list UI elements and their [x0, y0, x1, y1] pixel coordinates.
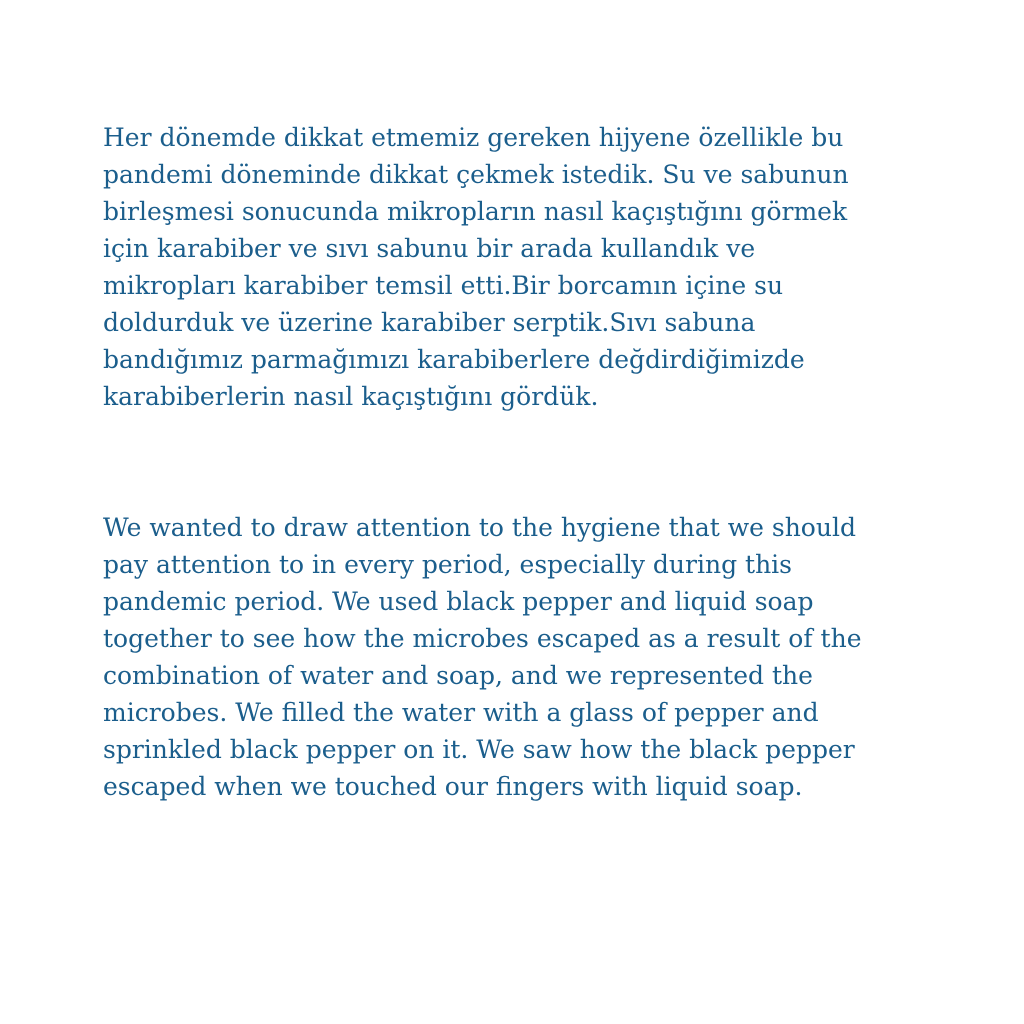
english-line: together to see how the microbes escaped as a result of the: [103, 624, 862, 653]
turkish-line: için karabiber ve sıvı sabunu bir arada kullandık ve: [103, 234, 756, 263]
turkish-paragraph: [103, 119, 933, 415]
turkish-line: doldurduk ve üzerine karabiber serptik.Sıvı sabuna: [103, 308, 756, 337]
turkish-line: birleşmesi sonucunda mikropların nasıl kaçıştığını görmek: [103, 197, 848, 226]
turkish-line: karabiberlerin nasıl kaçıştığını gördük.: [103, 382, 599, 411]
turkish-line: mikropları karabiber temsil etti.Bir borcamın içine su: [103, 271, 784, 300]
turkish-line: pandemi döneminde dikkat çekmek istedik. Su ve sabunun: [103, 160, 849, 189]
english-line: combination of water and soap, and we represented the: [103, 661, 813, 690]
english-line: pay attention to in every period, especially during this: [103, 550, 792, 579]
english-line: escaped when we touched our fingers with liquid soap.: [103, 772, 803, 801]
turkish-line: Her dönemde dikkat etmemiz gereken hijyene özellikle bu: [103, 123, 844, 152]
english-line: microbes. We filled the water with a glass of pepper and: [103, 698, 819, 727]
turkish-line: bandığımız parmağımızı karabiberlere değdirdiğimizde: [103, 345, 805, 374]
english-paragraph: [103, 509, 933, 805]
english-line: sprinkled black pepper on it. We saw how the black pepper: [103, 735, 855, 764]
english-line: We wanted to draw attention to the hygiene that we should: [103, 513, 856, 542]
english-line: pandemic period. We used black pepper and liquid soap: [103, 587, 814, 616]
